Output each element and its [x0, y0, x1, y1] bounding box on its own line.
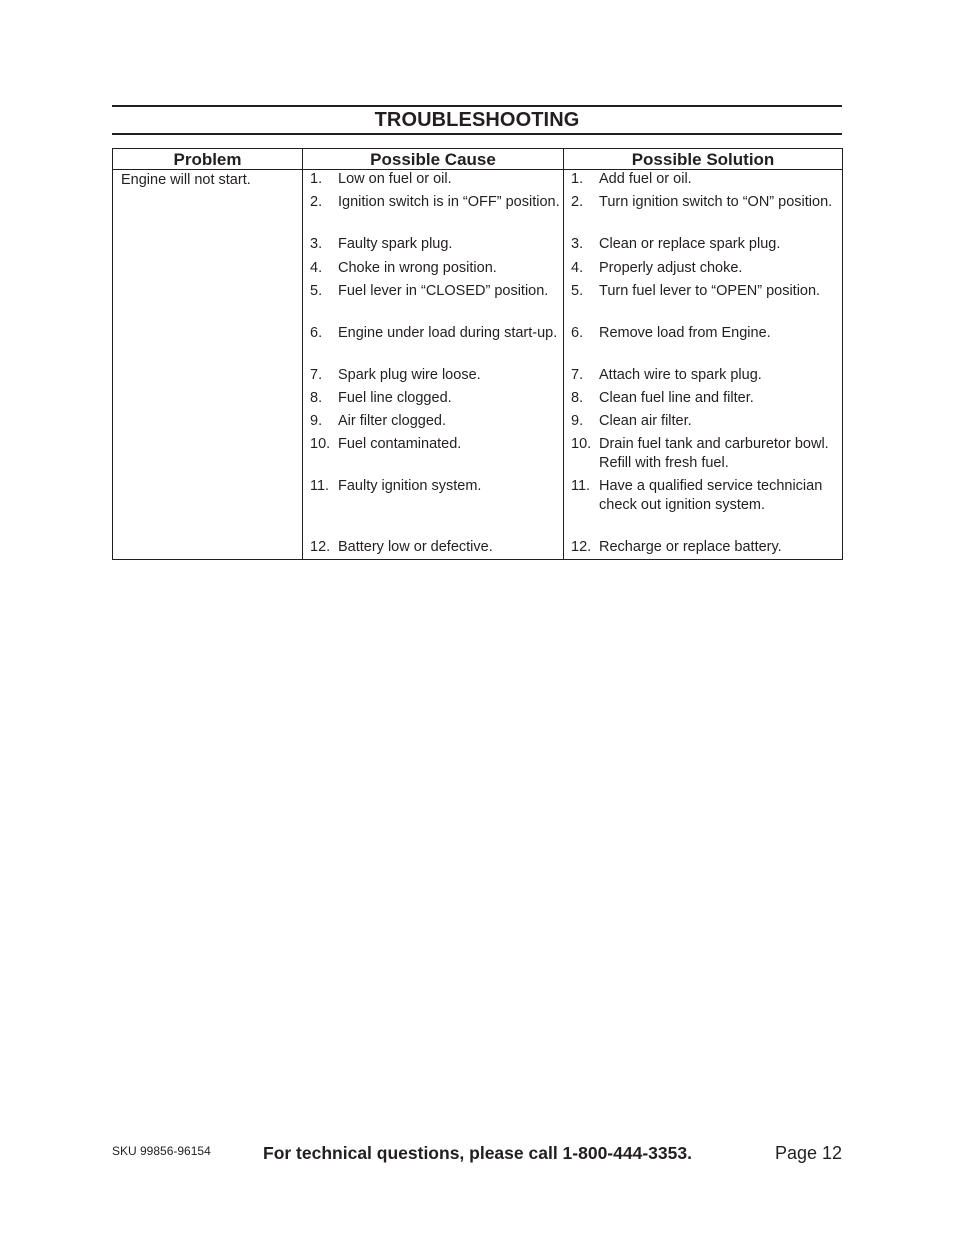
solution-number: 6.: [571, 325, 584, 341]
cause-number: 7.: [310, 367, 323, 383]
solution-item: [564, 389, 842, 412]
cause-item: [303, 324, 563, 366]
cause-item: [303, 412, 563, 435]
solution-item: [564, 477, 842, 538]
cause-item: [303, 170, 563, 193]
cause-number: 8.: [310, 390, 323, 406]
cause-number: 1.: [310, 171, 323, 187]
solution-item: [564, 366, 842, 389]
solution-number: 10.: [571, 436, 592, 452]
cause-item: [303, 193, 563, 235]
cause-text: Choke in wrong position.: [338, 260, 497, 276]
cause-cell: [303, 170, 564, 560]
table-row: [113, 170, 843, 560]
solution-text: Turn ignition switch to “ON” position.: [599, 194, 833, 210]
solution-number: 8.: [571, 390, 584, 406]
cause-number: 6.: [310, 325, 323, 341]
header-possible-solution: Possible Solution: [564, 149, 843, 170]
solution-number: 11.: [571, 478, 591, 494]
solution-text: Clean air filter.: [599, 413, 692, 429]
cause-item: [303, 366, 563, 389]
solution-item: [564, 235, 842, 259]
cause-number: 5.: [310, 283, 323, 299]
cause-item: [303, 282, 563, 324]
solution-item: [564, 324, 842, 366]
solution-item: [564, 259, 842, 282]
cause-number: 12.: [310, 539, 331, 555]
cause-number: 9.: [310, 413, 323, 429]
solution-text: Have a qualified service technician check out ignition system.: [599, 478, 823, 513]
cause-text: Fuel contaminated.: [338, 436, 462, 452]
cause-item: [303, 389, 563, 412]
solution-text: Add fuel or oil.: [599, 171, 692, 187]
cause-item: [303, 435, 563, 477]
cause-text: Fuel lever in “CLOSED” position.: [338, 283, 549, 299]
cause-text: Faulty spark plug.: [338, 236, 453, 252]
cause-number: 10.: [310, 436, 331, 452]
solution-text: Recharge or replace battery.: [599, 539, 782, 555]
section-header: [112, 105, 842, 135]
table-header-row: [113, 149, 843, 170]
solution-number: 3.: [571, 236, 584, 252]
solution-number: 5.: [571, 283, 584, 299]
footer-support-phone: For technical questions, please call 1-800-444-3353.: [263, 1143, 692, 1163]
cause-number: 4.: [310, 260, 323, 276]
solution-item: [564, 412, 842, 435]
solution-text: Remove load from Engine.: [599, 325, 771, 341]
header-problem: Problem: [113, 149, 303, 170]
solution-item: [564, 193, 842, 235]
solution-cell: [564, 170, 843, 560]
solution-text: Attach wire to spark plug.: [599, 367, 762, 383]
cause-text: Engine under load during start-up.: [338, 325, 558, 341]
cause-item: [303, 235, 563, 259]
footer-page-number: Page 12: [774, 1143, 842, 1163]
cause-text: Spark plug wire loose.: [338, 367, 481, 383]
solution-text: Turn fuel lever to “OPEN” position.: [599, 283, 821, 299]
solution-text: Clean or replace spark plug.: [599, 236, 781, 252]
cause-number: 11.: [310, 478, 330, 494]
solution-item: [564, 538, 842, 559]
solution-number: 4.: [571, 260, 584, 276]
solution-number: 12.: [571, 539, 592, 555]
solution-text: Properly adjust choke.: [599, 260, 743, 276]
problem-cell: [113, 170, 303, 560]
section-title: TROUBLESHOOTING: [374, 109, 580, 131]
solution-number: 7.: [571, 367, 584, 383]
cause-text: Ignition switch is in “OFF” position.: [338, 194, 560, 210]
footer-sku: SKU 99856-96154: [112, 1144, 211, 1158]
solution-text: Drain fuel tank and carburetor bowl. Refill with fresh fuel.: [599, 436, 829, 471]
cause-number: 3.: [310, 236, 323, 252]
cause-text: Low on fuel or oil.: [338, 171, 452, 187]
cause-item: [303, 259, 563, 282]
cause-text: Fuel line clogged.: [338, 390, 452, 406]
header-possible-cause: Possible Cause: [303, 149, 564, 170]
solution-number: 1.: [571, 171, 584, 187]
solution-item: [564, 282, 842, 324]
solution-text: Clean fuel line and filter.: [599, 390, 754, 406]
solution-number: 9.: [571, 413, 584, 429]
cause-number: 2.: [310, 194, 323, 210]
troubleshooting-table: [112, 148, 843, 560]
cause-text: Faulty ignition system.: [338, 478, 482, 494]
problem-text: Engine will not start.: [121, 172, 251, 188]
solution-number: 2.: [571, 194, 584, 210]
cause-item: [303, 538, 563, 559]
cause-text: Battery low or defective.: [338, 539, 493, 555]
cause-text: Air filter clogged.: [338, 413, 446, 429]
solution-item: [564, 435, 842, 477]
solution-item: [564, 170, 842, 193]
cause-item: [303, 477, 563, 538]
